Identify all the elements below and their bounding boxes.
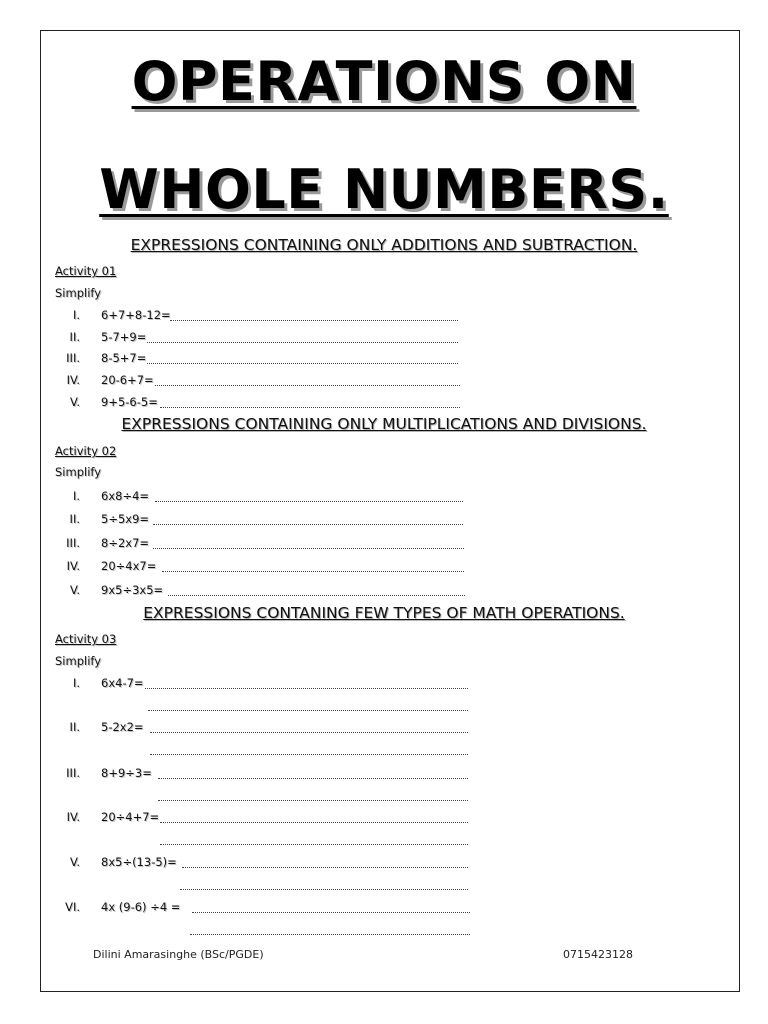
answer-line-continued[interactable] [150, 754, 468, 755]
expression: 6x8÷4= [101, 489, 150, 503]
item-numeral: II. [69, 512, 80, 526]
answer-line[interactable] [170, 320, 458, 321]
answer-line[interactable] [182, 867, 468, 868]
answer-line[interactable] [160, 822, 468, 823]
item-numeral: V. [69, 855, 80, 869]
expression: 20÷4x7= [101, 559, 157, 573]
item-numeral: III. [66, 766, 80, 780]
answer-line[interactable] [153, 548, 464, 549]
answer-line-continued[interactable] [160, 844, 468, 845]
simplify-label-3: Simplify [55, 654, 102, 668]
item-numeral: IV. [66, 559, 80, 573]
answer-line-continued[interactable] [190, 934, 470, 935]
item-numeral: III. [66, 351, 80, 365]
expression: 9+5-6-5= [101, 395, 158, 409]
item-numeral: IV. [66, 810, 80, 824]
answer-line-continued[interactable] [180, 889, 468, 890]
item-numeral: III. [66, 536, 80, 550]
answer-line[interactable] [147, 342, 458, 343]
section-1-heading: EXPRESSIONS CONTAINING ONLY ADDITIONS AND SUBTRACTION. [130, 236, 638, 254]
activity-03-label: Activity 03 [55, 632, 117, 646]
simplify-label-1: Simplify [55, 286, 102, 300]
answer-line-continued[interactable] [158, 800, 468, 801]
footer-phone: 0715423128 [563, 948, 633, 961]
answer-line[interactable] [150, 732, 468, 733]
item-numeral: IV. [66, 373, 80, 387]
expression: 6x4-7= [101, 676, 144, 690]
expression: 8+9÷3= [101, 766, 152, 780]
answer-line[interactable] [158, 778, 468, 779]
expression: 20-6+7= [101, 373, 154, 387]
simplify-label-2: Simplify [55, 465, 102, 479]
answer-line[interactable] [162, 571, 464, 572]
expression: 5-2x2= [101, 720, 144, 734]
expression: 8x5÷(13-5)= [101, 855, 177, 869]
answer-line[interactable] [153, 524, 463, 525]
answer-line[interactable] [155, 501, 463, 502]
expression: 9x5÷3x5= [101, 583, 164, 597]
section-3-heading: EXPRESSIONS CONTANING FEW TYPES OF MATH OPERATIONS. [143, 604, 625, 622]
footer-author: Dilini Amarasinghe (BSc/PGDE) [93, 948, 264, 961]
answer-line[interactable] [160, 407, 460, 408]
item-numeral: I. [72, 676, 80, 690]
answer-line[interactable] [145, 688, 468, 689]
answer-line[interactable] [192, 912, 470, 913]
answer-line[interactable] [147, 363, 458, 364]
expression: 4x (9-6) ÷4 = [101, 900, 181, 914]
item-numeral: I. [72, 489, 80, 503]
expression: 20÷4+7= [101, 810, 160, 824]
item-numeral: V. [69, 583, 80, 597]
item-numeral: V. [69, 395, 80, 409]
answer-line-continued[interactable] [148, 710, 468, 711]
expression: 6+7+8-12= [101, 308, 171, 322]
expression: 8-5+7= [101, 351, 147, 365]
item-numeral: II. [69, 720, 80, 734]
answer-line[interactable] [155, 385, 460, 386]
activity-01-label: Activity 01 [55, 264, 117, 278]
expression: 5-7+9= [101, 330, 147, 344]
title-line-1: OPERATIONS ON [131, 50, 637, 113]
item-numeral: VI. [65, 900, 80, 914]
expression: 8÷2x7= [101, 536, 150, 550]
item-numeral: I. [72, 308, 80, 322]
title-line-2: WHOLE NUMBERS. [99, 158, 669, 221]
item-numeral: II. [69, 330, 80, 344]
answer-line[interactable] [168, 595, 465, 596]
expression: 5÷5x9= [101, 512, 150, 526]
activity-02-label: Activity 02 [55, 444, 117, 458]
section-2-heading: EXPRESSIONS CONTAINING ONLY MULTIPLICATIONS AND DIVISIONS. [121, 415, 647, 433]
